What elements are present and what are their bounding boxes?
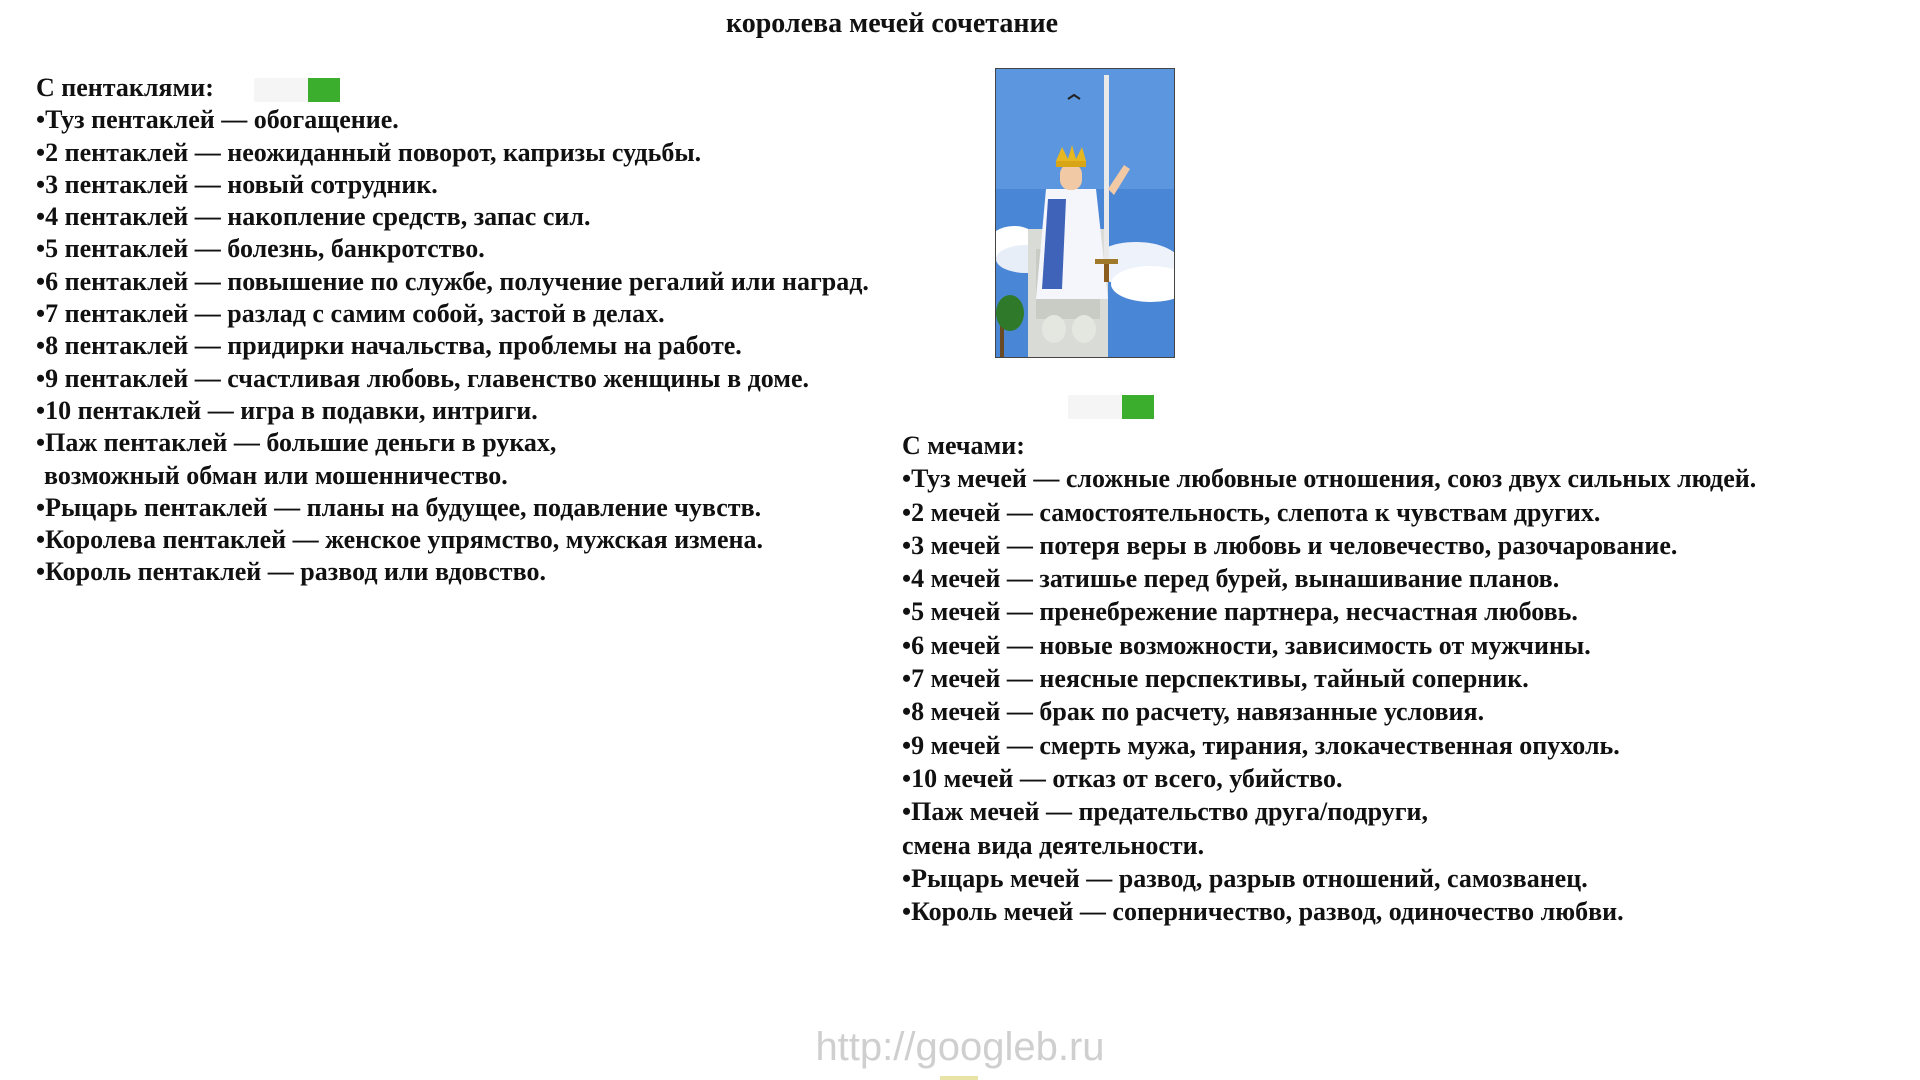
list-item: •Королева пентаклей — женское упрямство, мужская измена.: [36, 525, 763, 555]
list-item: •9 мечей — смерть мужа, тирания, злокачественная опухоль.: [902, 730, 1620, 760]
pentacles-section: [36, 72, 869, 589]
swords-section: [902, 429, 1756, 928]
list-item: •Туз мечей — сложные любовные отношения, союз двух сильных людей.: [902, 464, 1757, 494]
list-item: •2 пентаклей — неожиданный поворот, капризы судьбы.: [36, 137, 702, 167]
list-item: •10 мечей — отказ от всего, убийство.: [902, 763, 1343, 793]
list-item: •Рыцарь пентаклей — планы на будущее, подавление чувств.: [36, 492, 762, 522]
swords-toggle[interactable]: [1068, 393, 1154, 421]
list-item: •Король пентаклей — развод или вдовство.: [36, 557, 546, 587]
list-item: •7 пентаклей — разлад с самим собой, застой в делах.: [36, 299, 665, 329]
list-item: •6 пентаклей — повышение по службе, получение регалий или наград.: [36, 266, 869, 296]
page-title: королева мечей сочетание: [725, 8, 1059, 39]
list-item: •Рыцарь мечей — развод, разрыв отношений, самозванец.: [902, 863, 1588, 893]
list-item: •5 мечей — пренебрежение партнера, несчастная любовь.: [902, 597, 1578, 627]
list-item: •5 пентаклей — болезнь, банкротство.: [36, 234, 485, 264]
toggle-track: [1068, 395, 1124, 419]
list-item: •Король мечей — соперничество, развод, одиночество любви.: [902, 897, 1624, 927]
list-item: •3 мечей — потеря веры в любовь и человечество, разочарование.: [902, 530, 1678, 560]
list-item: •3 пентаклей — новый сотрудник.: [36, 169, 438, 199]
toggle-knob: [308, 78, 340, 102]
toggle-knob: [1122, 395, 1154, 419]
list-item: •Туз пентаклей — обогащение.: [36, 105, 399, 135]
list-item: •7 мечей — неясные перспективы, тайный соперник.: [902, 664, 1529, 694]
toggle-track: [254, 78, 310, 102]
watermark: http://googleb.ru: [815, 1025, 1105, 1069]
list-item: возможный обман или мошенничество.: [44, 460, 508, 490]
list-item: •4 пентаклей — накопление средств, запас сил.: [36, 202, 591, 232]
swords-heading: С мечами:: [902, 431, 1025, 460]
list-item: •2 мечей — самостоятельность, слепота к чувствам других.: [902, 497, 1601, 527]
pentacles-toggle[interactable]: [254, 76, 340, 104]
list-item: •9 пентаклей — счастливая любовь, главенство женщины в доме.: [36, 363, 810, 393]
list-item: смена вида деятельности.: [902, 830, 1205, 860]
list-item: •Паж пентаклей — большие деньги в руках,: [36, 428, 557, 458]
queen-of-swords-card-image: [995, 68, 1175, 358]
list-item: •8 пентаклей — придирки начальства, проблемы на работе.: [36, 331, 742, 361]
list-item: •Паж мечей — предательство друга/подруги,: [902, 797, 1428, 827]
list-item: •6 мечей — новые возможности, зависимость от мужчины.: [902, 630, 1591, 660]
pentacles-heading: С пентаклями:: [36, 73, 214, 102]
list-item: •4 мечей — затишье перед бурей, вынашивание планов.: [902, 564, 1560, 594]
list-item: •8 мечей — брак по расчету, навязанные условия.: [902, 697, 1485, 727]
watermark-underline: [940, 1076, 978, 1080]
list-item: •10 пентаклей — игра в подавки, интриги.: [36, 395, 538, 425]
